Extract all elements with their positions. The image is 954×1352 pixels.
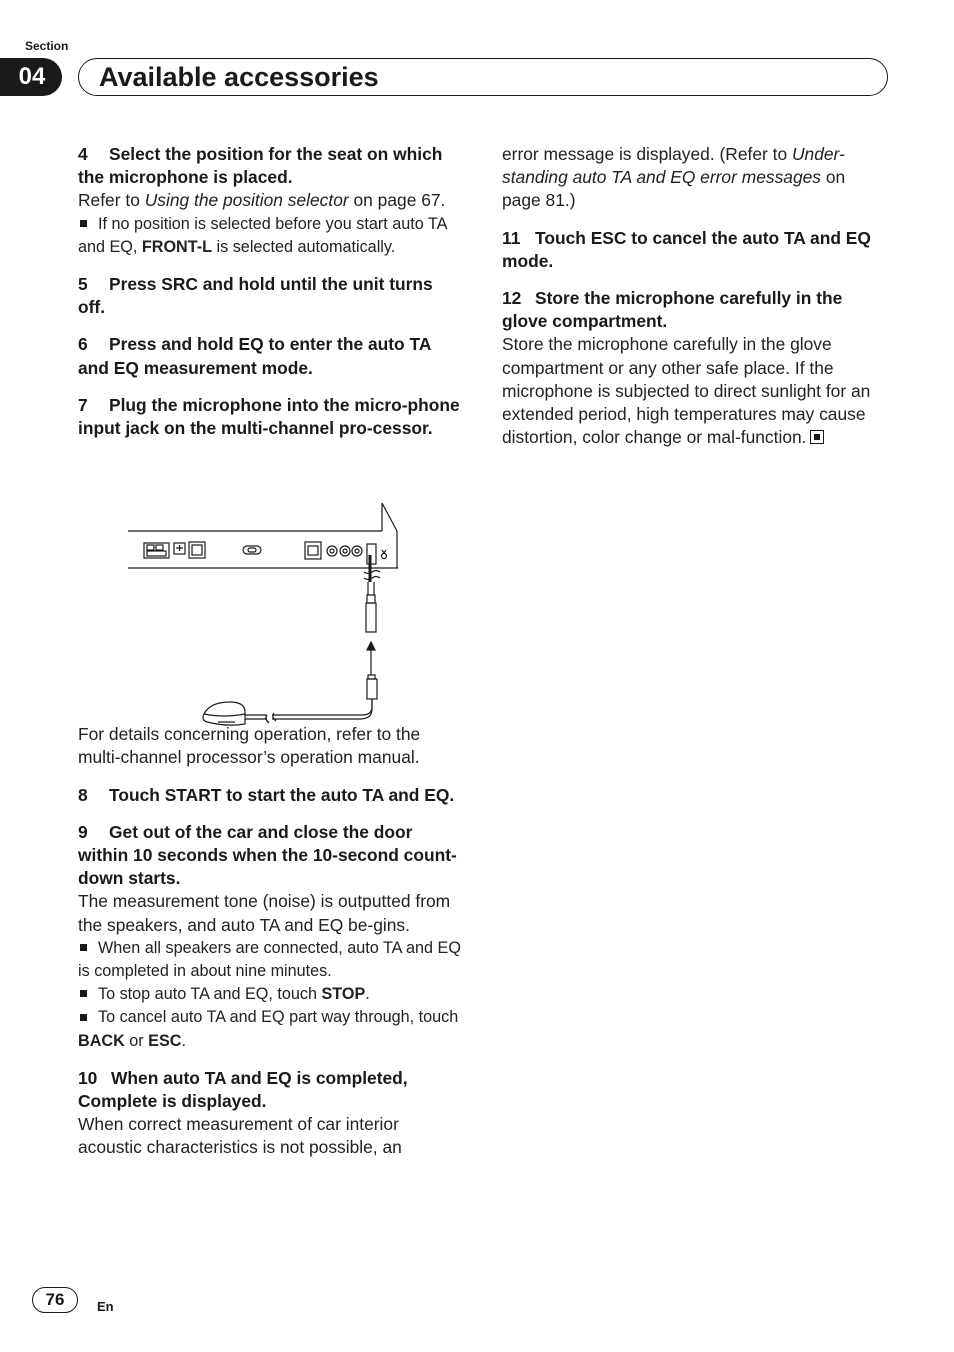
step-12-body (502, 333, 888, 449)
step-text: Press and hold EQ to enter the auto TA and EQ measurement mode. (78, 334, 431, 378)
bullet-square-icon (80, 1014, 87, 1021)
step-8-heading (78, 784, 463, 807)
step-text: When auto TA and EQ is completed, Complete is displayed. (78, 1067, 408, 1112)
step-number: 12 (502, 288, 522, 309)
section-label: Section (25, 39, 69, 53)
processor-unit-illustration (128, 503, 398, 568)
step-text: Select the position for the seat on which the microphone is placed. (78, 144, 443, 188)
step-number: 11 (502, 227, 521, 248)
note-bold-term: ESC (148, 1031, 182, 1050)
note-text: When all speakers are connected, auto TA and EQ is completed in about nine minutes. (78, 938, 461, 981)
bullet-square-icon (80, 220, 87, 227)
end-mark-icon (810, 430, 824, 444)
step-text: Store the microphone carefully in the glove compartment. (502, 288, 843, 332)
step-9-note-1 (78, 937, 463, 983)
step-text: Touch ESC to cancel the auto TA and EQ mode. (502, 227, 871, 271)
reference-text: on page 67. (348, 190, 446, 211)
microphone-plug-illustration (245, 660, 377, 723)
step-text: Touch START to start the auto TA and EQ. (109, 784, 455, 805)
step-9-body: The measurement tone (noise) is outputted from the speakers, and auto TA and EQ be-gins. (78, 891, 451, 935)
plug-inserted-illustration (364, 555, 380, 632)
language-label: En (97, 1299, 114, 1314)
bullet-square-icon (80, 990, 87, 997)
step-text: Press SRC and hold until the unit turns off. (78, 274, 433, 318)
step-4-note (78, 213, 463, 259)
step-number: 4 (78, 144, 88, 164)
step-10-heading (78, 1067, 463, 1113)
details-paragraph: For details concerning operation, refer to the multi-channel processor’s operation manual. (78, 724, 421, 768)
microphone-illustration (203, 702, 245, 725)
note-bold-term: FRONT-L (141, 237, 213, 256)
step-9-heading (78, 821, 463, 891)
reference-text: Refer to (78, 190, 145, 211)
note-text: If no position is selected before you start auto TA and EQ, (78, 214, 447, 256)
note-text: is selected automatically. (212, 237, 396, 256)
step-4-heading (78, 143, 463, 189)
step-number: 5 (78, 274, 88, 295)
step-number: 8 (78, 784, 88, 805)
step-9-note-3 (78, 1006, 463, 1052)
step-6-heading (78, 333, 463, 379)
right-column (502, 143, 888, 449)
continued-paragraph (502, 143, 888, 213)
page-title: Available accessories (99, 62, 379, 92)
step-11-heading (502, 227, 888, 273)
section-number-tab: 04 (0, 58, 62, 96)
step-7-heading (78, 394, 463, 440)
paragraph-text: error message is displayed. (Refer to (502, 144, 792, 164)
step-number: 6 (78, 334, 88, 355)
note-text: . (181, 1031, 186, 1050)
step-number: 10 (78, 1067, 98, 1088)
cross-reference-link: Using the position selector (144, 190, 349, 211)
note-text: or (124, 1031, 149, 1050)
bullet-square-icon (80, 944, 87, 951)
step-number: 7 (78, 394, 88, 415)
step-number: 9 (78, 821, 88, 842)
step-12-heading (502, 287, 888, 333)
step-9-note-2 (78, 983, 463, 1006)
note-text: To stop auto TA and EQ, touch (98, 985, 322, 1004)
step-4-reference (78, 189, 463, 212)
microphone-connection-diagram (120, 500, 410, 745)
cross-reference-link: Under-standing auto TA and EQ error messages (502, 144, 845, 188)
insert-arrow-icon (367, 642, 375, 660)
paragraph-text: Store the microphone carefully in the glove compartment or any other safe place. If the microphone is subjected to direct sunlight for an extended period, high temperatures may cause distortion, color change or mal-function. (502, 334, 871, 448)
note-text: To cancel auto TA and EQ part way through, touch (98, 1008, 459, 1027)
note-text: . (365, 985, 370, 1004)
title-bar (78, 58, 888, 96)
step-5-heading (78, 273, 463, 319)
note-bold-term: BACK (78, 1031, 125, 1050)
note-bold-term: STOP (321, 985, 366, 1004)
paragraph-text: on page 81.) (502, 167, 846, 211)
step-text: Get out of the car and close the door within 10 seconds when the 10-second count-down starts. (78, 821, 457, 889)
step-text: Plug the microphone into the micro-phone input jack on the multi-channel pro-cessor. (78, 394, 460, 439)
page-number: 76 (32, 1287, 78, 1313)
step-10-body: When correct measurement of car interior acoustic characteristics is not possible, an (78, 1114, 402, 1158)
